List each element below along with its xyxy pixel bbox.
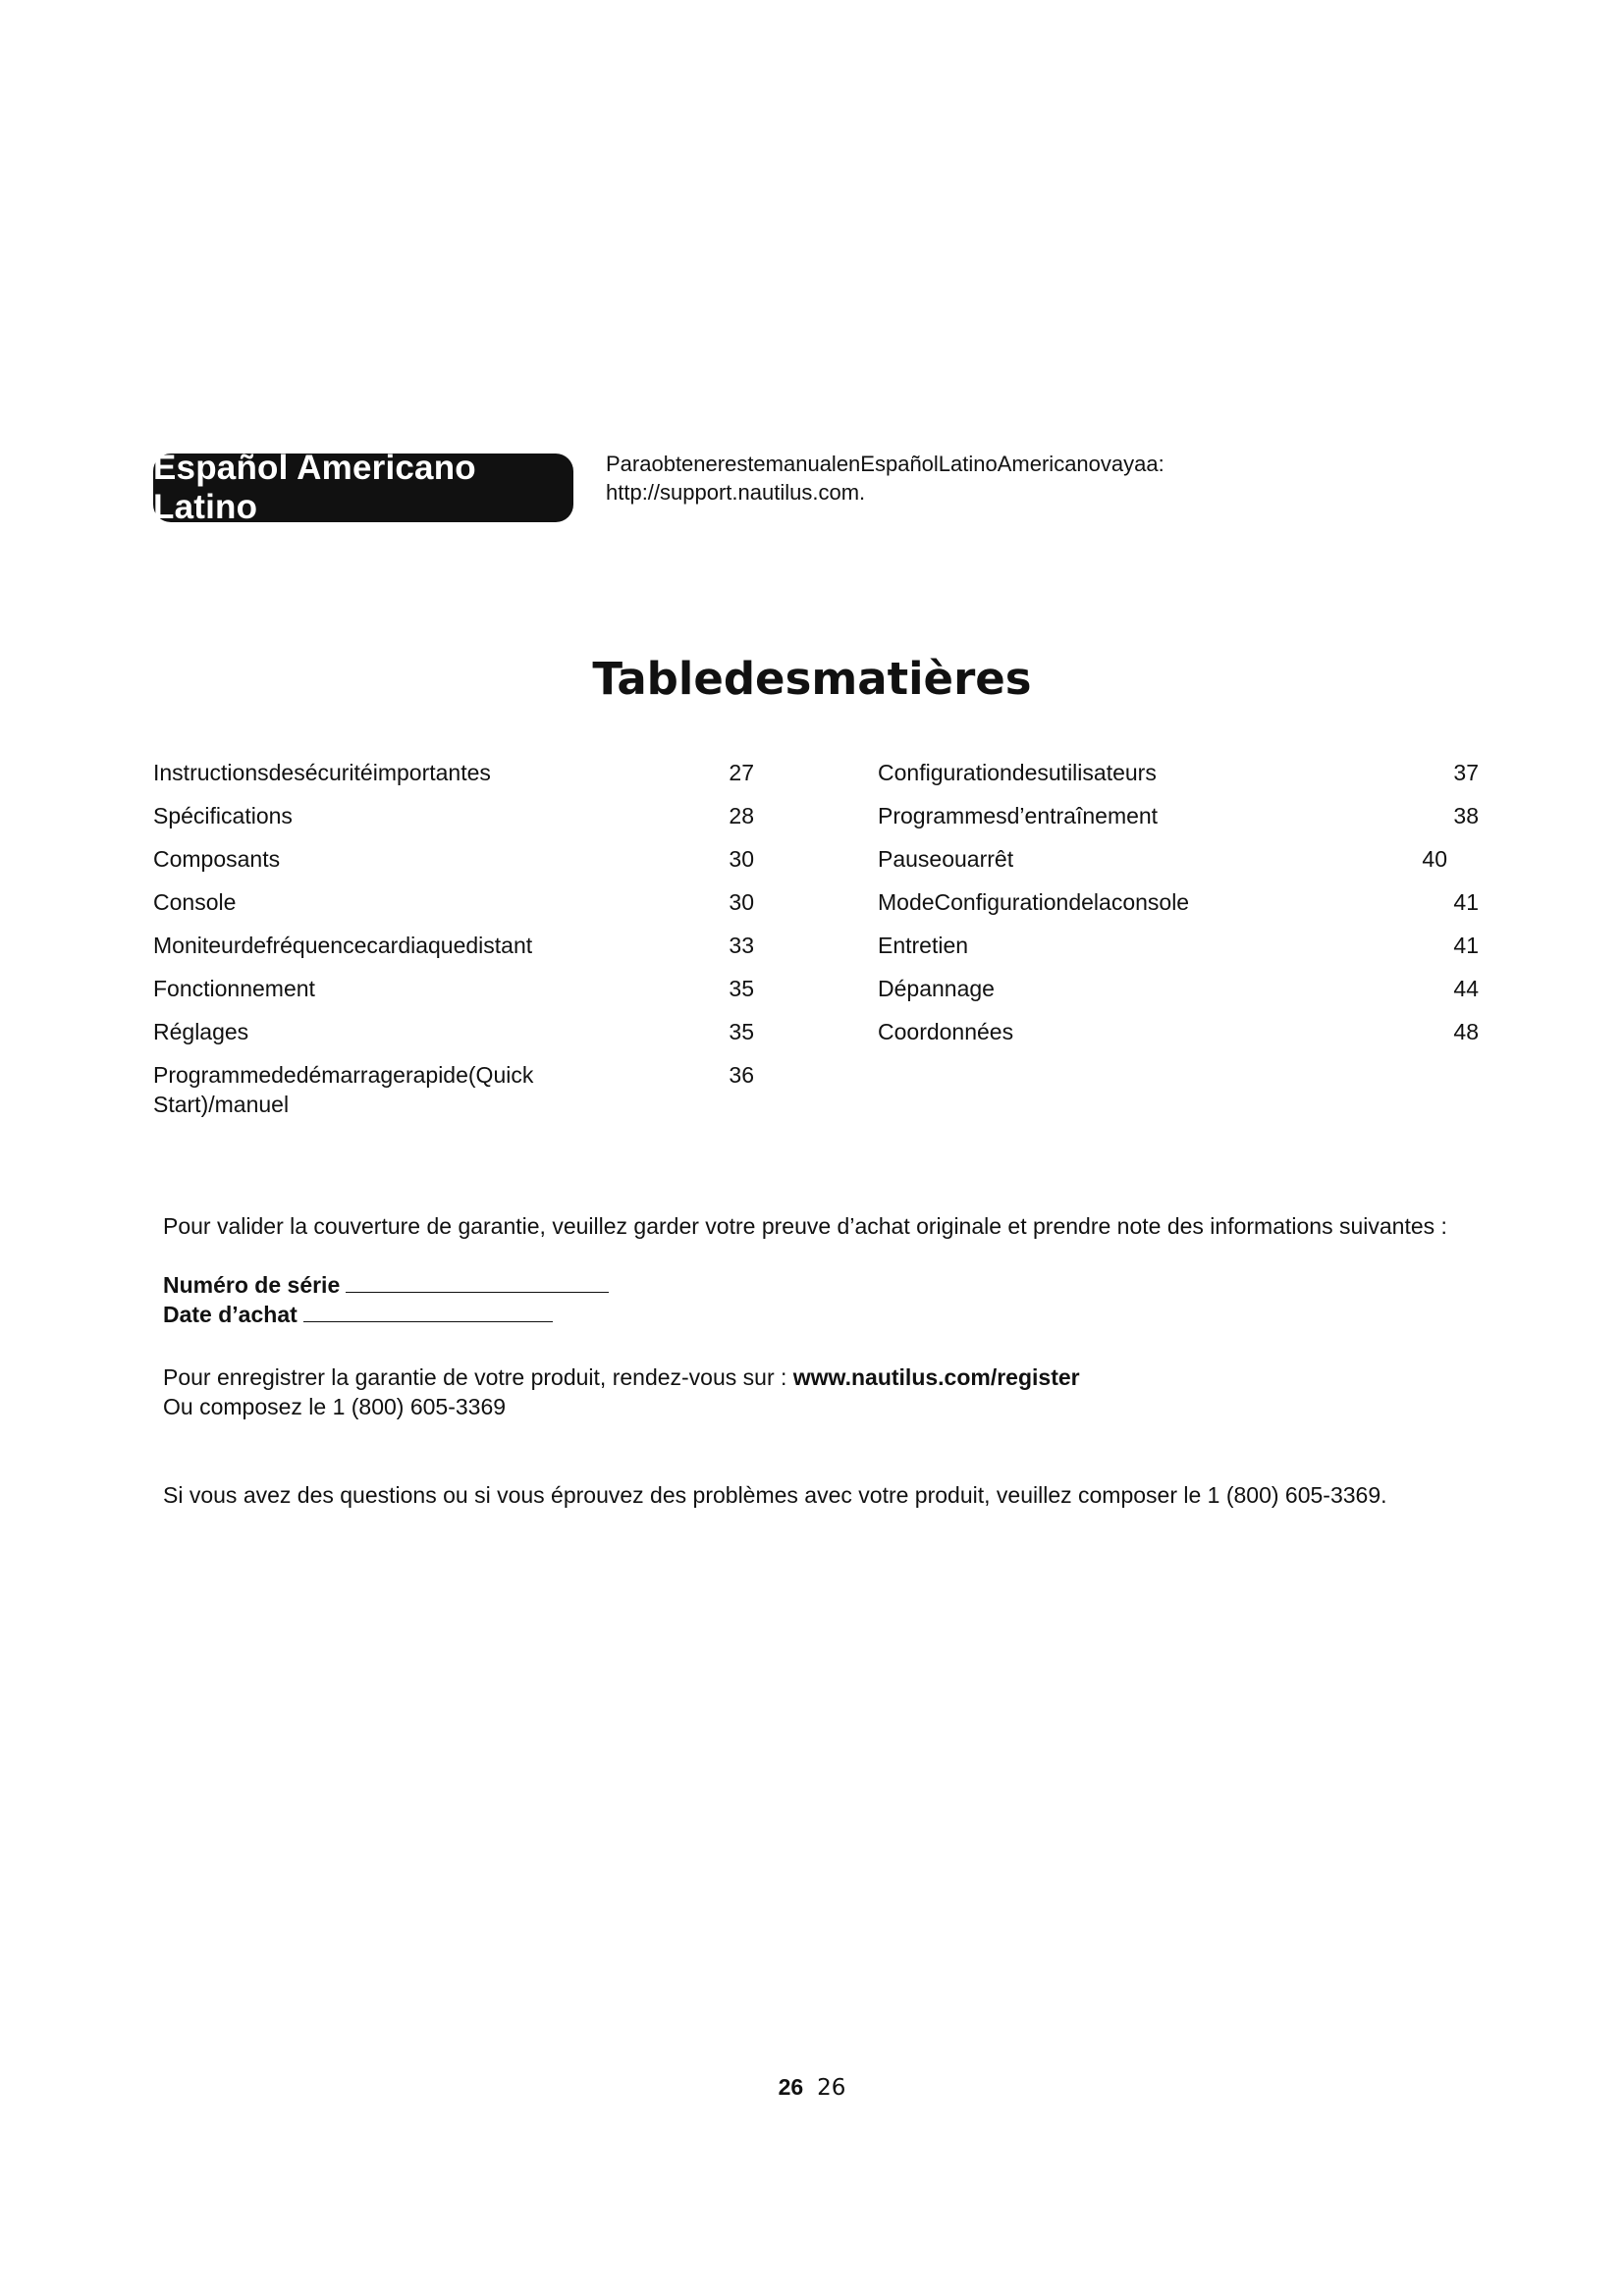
page-number — [0, 2074, 1624, 2101]
toc-entry[interactable] — [153, 840, 754, 883]
toc-entry-page: 37 — [1453, 760, 1479, 785]
toc-entry-label: Fonctionnement — [153, 976, 315, 1001]
register-block — [163, 1362, 1469, 1421]
page-number-bold: 26 — [778, 2074, 804, 2100]
toc-entry-label: Réglages — [153, 1019, 249, 1044]
toc-entry-label: Spécifications — [153, 803, 293, 828]
toc-entry[interactable] — [878, 840, 1479, 883]
toc-entry-label: Pauseouarrêt — [878, 846, 1014, 872]
support-questions: Si vous avez des questions ou si vous éprouvez des problèmes avec votre produit, veuillez composer le 1 (800) 605-3369. — [163, 1482, 1387, 1508]
toc-right-column — [878, 754, 1479, 1056]
toc-entry-label: Programmededémarragerapide(Quick Start)/manuel — [153, 1062, 534, 1117]
toc-entry-page: 44 — [1453, 976, 1479, 1001]
toc-entry-label: Console — [153, 889, 237, 915]
register-link[interactable]: www.nautilus.com/register — [792, 1364, 1080, 1390]
toc-entry-label: Programmesd’entraînement — [878, 803, 1159, 828]
toc-entry[interactable] — [153, 1056, 754, 1129]
toc-entry[interactable] — [878, 927, 1479, 970]
toc-entry-page: 41 — [1453, 889, 1479, 915]
toc-entry-page: 48 — [1453, 1019, 1479, 1044]
toc-entry-label: Dépannage — [878, 976, 995, 1001]
toc-entry[interactable] — [153, 754, 754, 797]
toc-left-column — [153, 754, 754, 1129]
toc-entry[interactable] — [878, 970, 1479, 1013]
language-note-line: ParaobtenerestemanualenEspañolLatinoAmericanovayaa: — [606, 452, 1164, 476]
toc-entry[interactable] — [153, 797, 754, 840]
toc-entry-label: Configurationdesutilisateurs — [878, 760, 1157, 785]
serial-number-field[interactable] — [163, 1270, 1469, 1300]
language-badge: Español Americano Latino — [153, 454, 573, 522]
toc-entry-label: Moniteurdefréquencecardiaquedistant — [153, 933, 533, 958]
toc-entry[interactable] — [153, 970, 754, 1013]
toc-entry[interactable] — [153, 927, 754, 970]
toc-entry[interactable] — [878, 754, 1479, 797]
toc-title-text: Tabledesmatières — [592, 653, 1032, 705]
toc-entry-page: 27 — [729, 760, 754, 785]
purchase-date-blank[interactable] — [303, 1300, 553, 1322]
toc-entry-page: 30 — [729, 889, 754, 915]
toc-entry-page: 33 — [729, 933, 754, 958]
register-text: Pour enregistrer la garantie de votre produit, rendez-vous sur : — [163, 1364, 787, 1390]
toc-entry-label: Composants — [153, 846, 281, 872]
language-note-url: http://support.nautilus.com. — [606, 480, 866, 505]
language-note — [606, 450, 1352, 507]
toc-entry[interactable] — [153, 883, 754, 927]
register-phone: Ou composez le 1 (800) 605-3369 — [163, 1394, 507, 1419]
warranty-intro: Pour valider la couverture de garantie, veuillez garder votre preuve d’achat originale et prendre note des informations suivantes : — [163, 1213, 1447, 1239]
toc-entry[interactable] — [878, 797, 1479, 840]
toc-entry[interactable] — [878, 883, 1479, 927]
toc-entry-label: ModeConfigurationdelaconsole — [878, 889, 1190, 915]
serial-number-blank[interactable] — [346, 1270, 609, 1293]
toc-entry-page: 28 — [729, 803, 754, 828]
toc-entry-page: 36 — [729, 1062, 754, 1088]
warranty-record-fields — [163, 1270, 1469, 1329]
toc-entry-label: Coordonnées — [878, 1019, 1014, 1044]
toc-entry-page: 38 — [1453, 803, 1479, 828]
toc-entry[interactable] — [878, 1013, 1479, 1056]
toc-entry-page: 35 — [729, 1019, 754, 1044]
toc-entry-label: Instructionsdesécuritéimportantes — [153, 760, 491, 785]
toc-entry-page: 40 — [1422, 846, 1447, 872]
toc-entry-page: 35 — [729, 976, 754, 1001]
purchase-date-field[interactable] — [163, 1300, 1469, 1329]
purchase-date-label: Date d’achat — [163, 1302, 298, 1327]
toc-entry[interactable] — [153, 1013, 754, 1056]
toc-entry-label: Entretien — [878, 933, 969, 958]
toc-entry-page: 30 — [729, 846, 754, 872]
serial-number-label: Numéro de série — [163, 1272, 341, 1298]
toc-title — [0, 653, 1624, 705]
page-number-plain: 26 — [817, 2075, 846, 2101]
toc-entry-page: 41 — [1453, 933, 1479, 958]
